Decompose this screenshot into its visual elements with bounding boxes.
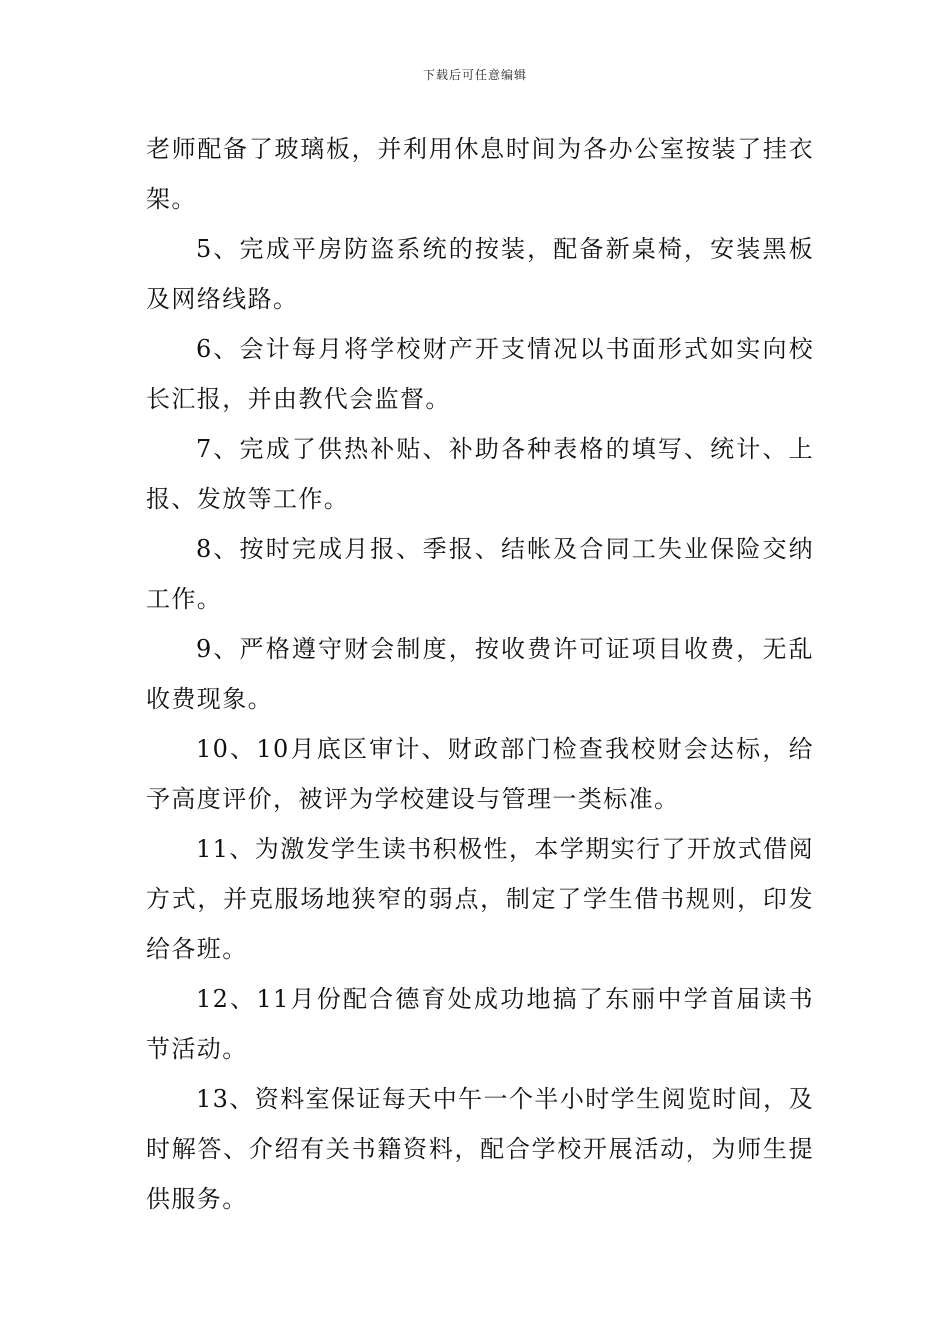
paragraph-item-10: 10、10月底区审计、财政部门检查我校财会达标，给予高度评价，被评为学校建设与管理一类标准。	[146, 735, 814, 813]
header-note: 下载后可任意编辑	[422, 68, 527, 82]
paragraph-item-12: 12、11月份配合德育处成功地搞了东丽中学首届读书节活动。	[146, 985, 814, 1063]
paragraph-item-7: 7、完成了供热补贴、补助各种表格的填写、统计、上报、发放等工作。	[146, 435, 814, 513]
paragraph-item-5: 5、完成平房防盗系统的按装，配备新桌椅，安装黑板及网络线路。	[146, 235, 814, 313]
paragraph-item-13: 13、资料室保证每天中午一个半小时学生阅览时间，及时解答、介绍有关书籍资料，配合学校开展活动，为师生提供服务。	[146, 1085, 814, 1213]
paragraph-item-8: 8、按时完成月报、季报、结帐及合同工失业保险交纳工作。	[146, 535, 814, 613]
paragraph-item-9: 9、严格遵守财会制度，按收费许可证项目收费，无乱收费现象。	[146, 635, 814, 713]
paragraph-item-6: 6、会计每月将学校财产开支情况以书面形式如实向校长汇报，并由教代会监督。	[146, 335, 814, 413]
paragraph-item-11: 11、为激发学生读书积极性，本学期实行了开放式借阅方式，并克服场地狭窄的弱点，制定了学生借书规则，印发给各班。	[146, 835, 814, 963]
document-body	[146, 124, 814, 1224]
paragraph-continuation: 老师配备了玻璃板，并利用休息时间为各办公室按装了挂衣架。	[146, 135, 814, 213]
